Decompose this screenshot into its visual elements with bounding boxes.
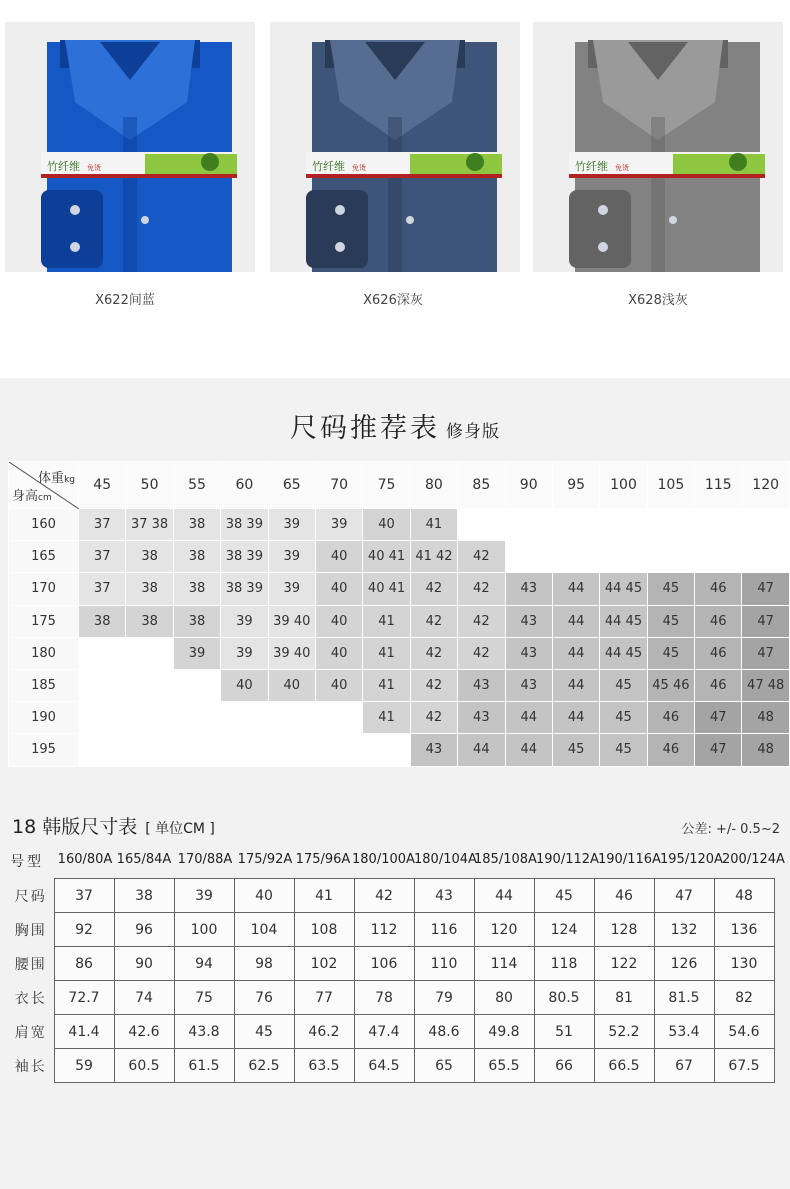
weight-col-header: 100 — [600, 462, 647, 509]
size-cell: 45 — [647, 637, 694, 669]
height-row-header: 160 — [9, 509, 79, 541]
dimension-value: 136 — [714, 913, 774, 947]
size-cell: 48 — [742, 734, 789, 766]
product-image-3[interactable] — [533, 22, 783, 272]
dimension-label: 袖长 — [14, 1058, 47, 1075]
height-row-header: 190 — [9, 702, 79, 734]
table-row — [9, 637, 790, 669]
size-cell: 40 — [315, 573, 362, 605]
dimension-label: 肩宽 — [14, 1024, 47, 1041]
dimension-value: 118 — [534, 947, 594, 981]
size-cell: 39 40 — [268, 637, 315, 669]
size-cell: 44 — [505, 702, 552, 734]
size-cell: 47 48 — [742, 669, 789, 701]
table-row — [9, 669, 790, 701]
dimension-value: 67.5 — [714, 1049, 774, 1083]
size-cell: 47 — [695, 702, 742, 734]
model-label-item: 175/92A — [237, 852, 293, 867]
dimension-value: 80 — [474, 981, 534, 1015]
size-cell: 38 — [173, 541, 220, 573]
weight-col-header: 50 — [126, 462, 173, 509]
model-label-item: 170/88A — [177, 852, 233, 867]
size-cell: 47 — [695, 734, 742, 766]
model-label-item: 175/96A — [295, 852, 351, 867]
size-cell: 42 — [458, 573, 505, 605]
size-cell — [126, 734, 173, 766]
size-cell — [126, 702, 173, 734]
table-row — [8, 1015, 774, 1049]
size-cell: 40 — [315, 541, 362, 573]
size-cell: 39 — [268, 509, 315, 541]
corner-cell — [9, 462, 79, 509]
size-cell: 42 — [458, 637, 505, 669]
size-cell — [79, 702, 126, 734]
size-cell: 44 — [552, 669, 599, 701]
model-label: 号型 — [10, 854, 44, 870]
dimension-value: 102 — [294, 947, 354, 981]
weight-col-header: 65 — [268, 462, 315, 509]
product-image-1[interactable] — [5, 22, 255, 272]
dimension-value: 126 — [654, 947, 714, 981]
size-cell: 46 — [647, 702, 694, 734]
size-cell: 38 39 — [221, 509, 268, 541]
dimension-value: 54.6 — [714, 1015, 774, 1049]
dimension-value: 65 — [414, 1049, 474, 1083]
size-title-text: 18 韩版尺寸表 — [12, 816, 138, 838]
height-row-header: 185 — [9, 669, 79, 701]
size-cell: 44 45 — [600, 605, 647, 637]
size-cell: 41 — [363, 702, 410, 734]
size-cell: 38 — [126, 573, 173, 605]
dimension-value: 112 — [354, 913, 414, 947]
dimension-value: 48 — [714, 879, 774, 913]
size-cell: 40 41 — [363, 573, 410, 605]
size-cell — [173, 702, 220, 734]
dimension-value: 51 — [534, 1015, 594, 1049]
dimension-value: 100 — [174, 913, 234, 947]
size-cell: 37 — [79, 573, 126, 605]
size-cell: 37 38 — [126, 509, 173, 541]
table-row — [9, 509, 790, 541]
model-label-item: 200/124A — [722, 852, 785, 867]
size-cell: 42 — [458, 541, 505, 573]
height-row-header: 170 — [9, 573, 79, 605]
size-cell: 42 — [458, 605, 505, 637]
dimension-label: 衣长 — [14, 990, 47, 1007]
model-label-item: 190/116A — [598, 852, 661, 867]
size-cell: 40 — [315, 669, 362, 701]
recommend-subtitle: 修身版 — [446, 422, 500, 442]
size-cell: 41 — [363, 669, 410, 701]
table-row — [8, 1049, 774, 1083]
size-cell: 46 — [695, 637, 742, 669]
size-cell: 37 — [79, 541, 126, 573]
size-cell — [695, 541, 742, 573]
size-recommend-table — [8, 461, 790, 767]
dimension-value: 67 — [654, 1049, 714, 1083]
size-cell: 45 — [647, 605, 694, 637]
size-cell — [221, 734, 268, 766]
size-cell: 38 39 — [221, 573, 268, 605]
dimension-value: 45 — [534, 879, 594, 913]
size-cell: 45 — [600, 734, 647, 766]
size-cell: 47 — [742, 605, 789, 637]
dimension-value: 47.4 — [354, 1015, 414, 1049]
size-cell: 44 — [552, 637, 599, 669]
size-cell: 44 — [552, 573, 599, 605]
dimension-value: 37 — [54, 879, 114, 913]
band-tag: 免烫 — [615, 164, 629, 172]
weight-col-header: 60 — [221, 462, 268, 509]
size-cell — [126, 637, 173, 669]
band-tag: 免烫 — [87, 164, 101, 172]
dimension-value: 40 — [234, 879, 294, 913]
dimension-value: 116 — [414, 913, 474, 947]
product-caption-2: X626深灰 — [363, 293, 423, 308]
size-cell: 43 — [505, 637, 552, 669]
size-cell — [742, 509, 789, 541]
dimension-value: 120 — [474, 913, 534, 947]
weight-col-header: 70 — [315, 462, 362, 509]
recommend-title — [0, 406, 790, 445]
size-cell: 38 — [173, 573, 220, 605]
tolerance-text: 公差: +/- 0.5~2 — [681, 822, 780, 837]
dimension-value: 92 — [54, 913, 114, 947]
dimension-value: 59 — [54, 1049, 114, 1083]
size-cell: 42 — [410, 605, 457, 637]
size-cell: 45 — [600, 669, 647, 701]
dimension-value: 124 — [534, 913, 594, 947]
dimension-value: 42 — [354, 879, 414, 913]
weight-col-header: 85 — [458, 462, 505, 509]
size-cell — [221, 702, 268, 734]
dimension-value: 48.6 — [414, 1015, 474, 1049]
model-label-item: 165/84A — [116, 852, 172, 867]
dimension-label: 腰围 — [14, 956, 47, 973]
size-cell — [79, 669, 126, 701]
size-cell: 45 — [552, 734, 599, 766]
dimension-label: 尺码 — [14, 888, 47, 905]
size-cell — [742, 541, 789, 573]
product-image-2[interactable] — [270, 22, 520, 272]
dimension-value: 52.2 — [594, 1015, 654, 1049]
size-cell: 43 — [410, 734, 457, 766]
size-cell: 37 — [79, 509, 126, 541]
height-row-header: 180 — [9, 637, 79, 669]
dimension-value: 79 — [414, 981, 474, 1015]
size-cell: 46 — [647, 734, 694, 766]
size-cell: 39 — [173, 637, 220, 669]
size-cell: 38 — [126, 605, 173, 637]
dimension-value: 82 — [714, 981, 774, 1015]
dimension-value: 66 — [534, 1049, 594, 1083]
size-cell: 39 — [221, 605, 268, 637]
dimension-value: 66.5 — [594, 1049, 654, 1083]
model-label-item: 180/104A — [414, 852, 477, 867]
size-cell — [600, 509, 647, 541]
table-row — [8, 913, 774, 947]
size-cell: 43 — [458, 702, 505, 734]
size-cell: 38 39 — [221, 541, 268, 573]
size-cell — [79, 734, 126, 766]
dimension-value: 53.4 — [654, 1015, 714, 1049]
dimension-value: 77 — [294, 981, 354, 1015]
dimension-value: 46 — [594, 879, 654, 913]
size-cell: 47 — [742, 637, 789, 669]
dimension-value: 80.5 — [534, 981, 594, 1015]
weight-col-header: 95 — [552, 462, 599, 509]
size-cell — [126, 669, 173, 701]
band-tag: 免烫 — [352, 164, 366, 172]
size-cell: 48 — [742, 702, 789, 734]
size-cell: 44 — [552, 702, 599, 734]
weight-col-header: 120 — [742, 462, 789, 509]
product-caption-3: X628浅灰 — [628, 293, 688, 308]
recommend-title-text: 尺码推荐表 — [290, 413, 440, 444]
dimension-value: 106 — [354, 947, 414, 981]
dimension-label: 胸围 — [14, 922, 47, 939]
table-row — [9, 573, 790, 605]
size-dimension-table — [8, 878, 775, 1083]
dimension-value: 94 — [174, 947, 234, 981]
model-label-item: 185/108A — [474, 852, 537, 867]
dimension-value: 110 — [414, 947, 474, 981]
size-cell: 39 — [268, 541, 315, 573]
height-row-header: 175 — [9, 605, 79, 637]
dimension-value: 122 — [594, 947, 654, 981]
height-row-header: 195 — [9, 734, 79, 766]
size-cell — [363, 734, 410, 766]
size-table-title — [12, 812, 215, 839]
table-row — [8, 981, 774, 1015]
model-list — [56, 852, 784, 867]
size-cell: 42 — [410, 702, 457, 734]
size-cell: 45 — [600, 702, 647, 734]
table-row — [9, 702, 790, 734]
size-cell — [173, 669, 220, 701]
size-cell: 46 — [695, 605, 742, 637]
weight-col-header: 105 — [647, 462, 694, 509]
dimension-value: 132 — [654, 913, 714, 947]
dimension-value: 65.5 — [474, 1049, 534, 1083]
dimension-value: 76 — [234, 981, 294, 1015]
size-cell — [458, 509, 505, 541]
dimension-value: 72.7 — [54, 981, 114, 1015]
size-cell — [173, 734, 220, 766]
size-cell — [647, 541, 694, 573]
weight-col-header: 80 — [410, 462, 457, 509]
size-cell — [552, 509, 599, 541]
dimension-value: 49.8 — [474, 1015, 534, 1049]
dimension-value: 98 — [234, 947, 294, 981]
model-label-item: 190/112A — [536, 852, 599, 867]
size-cell: 43 — [505, 669, 552, 701]
product-caption-1: X622间蓝 — [95, 293, 155, 308]
size-cell: 41 42 — [410, 541, 457, 573]
size-cell: 46 — [695, 573, 742, 605]
size-cell: 39 — [268, 573, 315, 605]
size-unit: [ 单位CM ] — [145, 821, 215, 837]
dimension-value: 45 — [234, 1015, 294, 1049]
size-cell: 39 40 — [268, 605, 315, 637]
dimension-value: 39 — [174, 879, 234, 913]
size-cell: 41 — [410, 509, 457, 541]
size-cell: 41 — [363, 637, 410, 669]
size-cell: 40 — [315, 637, 362, 669]
size-cell — [268, 702, 315, 734]
size-cell: 38 — [173, 605, 220, 637]
dimension-value: 90 — [114, 947, 174, 981]
size-cell: 44 — [458, 734, 505, 766]
model-label-item: 195/120A — [660, 852, 723, 867]
size-cell: 45 46 — [647, 669, 694, 701]
height-header: 身高cm — [12, 489, 52, 504]
dimension-value: 38 — [114, 879, 174, 913]
size-cell — [552, 541, 599, 573]
size-cell — [695, 509, 742, 541]
size-cell — [315, 702, 362, 734]
size-cell — [600, 541, 647, 573]
size-cell: 41 — [363, 605, 410, 637]
size-cell: 40 — [221, 669, 268, 701]
band-brand: 竹纤维 — [575, 160, 608, 173]
dimension-value: 104 — [234, 913, 294, 947]
size-cell: 40 — [315, 605, 362, 637]
size-cell: 38 — [79, 605, 126, 637]
model-label-item: 180/100A — [352, 852, 415, 867]
size-cell: 39 — [315, 509, 362, 541]
table-row — [9, 605, 790, 637]
dimension-value: 63.5 — [294, 1049, 354, 1083]
table-row — [9, 541, 790, 573]
dimension-value: 114 — [474, 947, 534, 981]
size-cell — [268, 734, 315, 766]
dimension-value: 43 — [414, 879, 474, 913]
size-cell — [505, 509, 552, 541]
band-brand: 竹纤维 — [47, 160, 80, 173]
size-cell: 44 — [552, 605, 599, 637]
dimension-value: 86 — [54, 947, 114, 981]
size-cell: 44 — [505, 734, 552, 766]
dimension-value: 108 — [294, 913, 354, 947]
size-cell — [79, 637, 126, 669]
dimension-value: 78 — [354, 981, 414, 1015]
size-cell: 40 — [363, 509, 410, 541]
dimension-value: 60.5 — [114, 1049, 174, 1083]
size-cell: 42 — [410, 573, 457, 605]
table-row — [8, 947, 774, 981]
size-cell: 44 45 — [600, 573, 647, 605]
dimension-value: 96 — [114, 913, 174, 947]
weight-header: 体重kg — [38, 471, 75, 486]
dimension-value: 74 — [114, 981, 174, 1015]
size-cell — [505, 541, 552, 573]
dimension-value: 130 — [714, 947, 774, 981]
weight-col-header: 75 — [363, 462, 410, 509]
size-cell — [315, 734, 362, 766]
size-cell: 44 45 — [600, 637, 647, 669]
dimension-value: 43.8 — [174, 1015, 234, 1049]
size-cell: 43 — [458, 669, 505, 701]
size-cell — [647, 509, 694, 541]
dimension-value: 42.6 — [114, 1015, 174, 1049]
weight-col-header: 45 — [79, 462, 126, 509]
size-cell: 42 — [410, 669, 457, 701]
size-cell: 38 — [126, 541, 173, 573]
size-cell: 39 — [221, 637, 268, 669]
weight-col-header: 55 — [173, 462, 220, 509]
size-cell: 42 — [410, 637, 457, 669]
dimension-value: 75 — [174, 981, 234, 1015]
dimension-value: 46.2 — [294, 1015, 354, 1049]
dimension-value: 62.5 — [234, 1049, 294, 1083]
size-cell: 40 — [268, 669, 315, 701]
dimension-value: 61.5 — [174, 1049, 234, 1083]
size-cell: 45 — [647, 573, 694, 605]
model-label-item: 160/80A — [57, 852, 113, 867]
dimension-value: 41.4 — [54, 1015, 114, 1049]
height-row-header: 165 — [9, 541, 79, 573]
table-row — [8, 879, 774, 913]
size-cell: 47 — [742, 573, 789, 605]
size-cell: 46 — [695, 669, 742, 701]
weight-col-header: 90 — [505, 462, 552, 509]
band-brand: 竹纤维 — [312, 160, 345, 173]
size-cell: 40 41 — [363, 541, 410, 573]
dimension-value: 44 — [474, 879, 534, 913]
size-cell: 43 — [505, 573, 552, 605]
dimension-value: 128 — [594, 913, 654, 947]
dimension-value: 64.5 — [354, 1049, 414, 1083]
dimension-value: 41 — [294, 879, 354, 913]
size-cell: 38 — [173, 509, 220, 541]
table-row — [9, 734, 790, 766]
dimension-value: 81.5 — [654, 981, 714, 1015]
size-cell: 43 — [505, 605, 552, 637]
dimension-value: 47 — [654, 879, 714, 913]
weight-col-header: 115 — [695, 462, 742, 509]
dimension-value: 81 — [594, 981, 654, 1015]
